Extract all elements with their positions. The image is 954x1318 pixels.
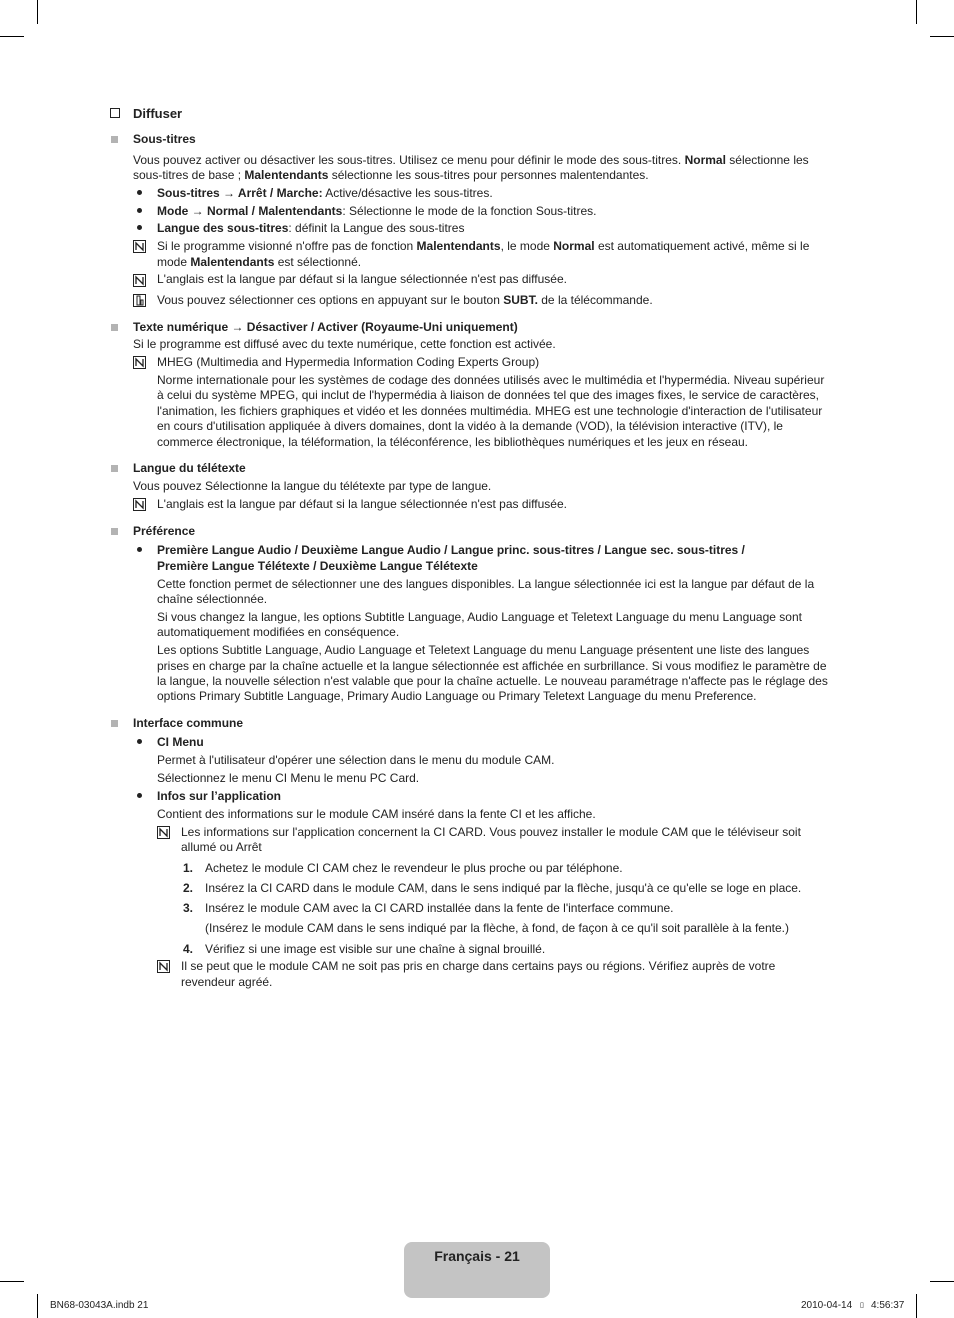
square-bullet-icon (111, 528, 118, 535)
crop-mark (916, 1294, 917, 1318)
paragraph-line: Vous pouvez activer ou désactiver les sous-titres. Utilisez ce menu pour définir le mode des sous-titres. Normal sélectionne les (133, 153, 809, 167)
bullet-item: CI Menu (157, 735, 204, 749)
step-number: 4. (183, 942, 194, 956)
note-icon (157, 960, 170, 973)
bullet-item: Première Langue Audio / Deuxième Langue Audio / Langue princ. sous-titres / Langue sec. sous-titres / (157, 543, 745, 557)
square-bullet-icon (111, 324, 118, 331)
crop-mark (930, 36, 954, 37)
crop-mark (0, 36, 24, 37)
subheading-texte-numerique: Texte numérique → Désactiver / Activer (Royaume-Uni uniquement) (133, 320, 518, 334)
paragraph-line: sous-titres de base ; Malentendants sélectionne les sous-titres pour personnes malentendantes. (133, 168, 649, 182)
note-icon (157, 826, 170, 839)
note-icon (133, 498, 146, 511)
section-title: Diffuser (133, 106, 183, 121)
paragraph-line: commerce électronique, la téléformation, la téléconférence, les bibliothèques numériques et les jeux en réseau. (157, 435, 748, 449)
bullet-icon (137, 793, 142, 798)
note-text: Les informations sur l'application concernent la CI CARD. Vous pouvez installer le module CAM que le téléviseur soit (181, 825, 801, 839)
note-text: Il se peut que le module CAM ne soit pas pris en charge dans certains pays ou régions. Vérifiez auprès de votre (181, 959, 776, 973)
paragraph-line: Si vous changez la langue, les options Subtitle Language, Audio Language et Teletext Language du menu Language sont (157, 610, 802, 624)
bullet-item: Mode → Normal / Malentendants: Sélectionne le mode de la fonction Sous-titres. (157, 204, 597, 218)
subheading-interface-commune: Interface commune (133, 716, 244, 730)
step-text: Insérez le module CAM avec la CI CARD installée dans la fente de l'interface commune. (205, 901, 674, 915)
paragraph-line: Sélectionnez le menu CI Menu le menu PC Card. (157, 771, 420, 785)
step-number: 1. (183, 861, 194, 875)
paragraph-line: chaîne sélectionnée. (157, 592, 268, 606)
step-number: 3. (183, 901, 194, 915)
bullet-icon (137, 547, 142, 552)
square-bullet-icon (111, 720, 118, 727)
paragraph-line: Cette fonction permet de sélectionner une des langues disponibles. La langue sélectionnée ici est la langue par défaut de la (157, 577, 815, 591)
square-bullet-icon (111, 465, 118, 472)
paragraph-line: Si le programme est diffusé avec du texte numérique, cette fonction est activée. (133, 337, 556, 351)
clock-icon: ▯ (860, 1302, 864, 1309)
page-number-label: Français - 21 (434, 1248, 520, 1264)
remote-icon (133, 294, 146, 307)
bullet-icon (137, 739, 142, 744)
subheading-langue-teletexte: Langue du télétexte (133, 461, 246, 475)
paragraph-line: options Primary Subtitle Language, Primary Audio Language ou Primary Teletext Language du menu Preference. (157, 689, 757, 703)
note-text: mode Malentendants est sélectionné. (157, 255, 362, 269)
note-text: Si le programme visionné n'offre pas de fonction Malentendants, le mode Normal est automatiquement activé, même si le (157, 239, 810, 253)
paragraph-line: la langue, la nouvelle sélection n'est valable que pour la chaîne actuelle. Le nouveau paramétrage n'affecte pas le réglage des (157, 674, 828, 688)
bullet-item: Sous-titres → Arrêt / Marche: Active/désactive les sous-titres. (157, 186, 493, 200)
crop-mark (37, 0, 38, 24)
paragraph-line: Les options Subtitle Language, Audio Language et Teletext Language du menu Language présentent une liste des langues (157, 643, 810, 657)
paragraph-line: en cours d'utilisation appliquée à divers domaines, dont la vidéo à la demande (VOD), la télévision interactive (ITV), le (157, 419, 783, 433)
note-text: L'anglais est la langue par défaut si la langue sélectionnée n'est pas diffusée. (157, 497, 567, 511)
file-info: BN68-03043A.indb 21 (50, 1300, 149, 1311)
step-text: (Insérez le module CAM dans le sens indiqué par la flèche, à fond, de façon à ce qu'il soit parallèle à la fente.) (205, 921, 789, 935)
note-text: Vous pouvez sélectionner ces options en appuyant sur le bouton SUBT. de la télécommande. (157, 293, 653, 307)
step-text: Vérifiez si une image est visible sur une chaîne à signal brouillé. (205, 942, 546, 956)
print-date: 2010-04-14 (801, 1300, 853, 1311)
crop-mark (0, 1281, 24, 1282)
crop-mark (916, 0, 917, 24)
note-icon (133, 240, 146, 253)
subheading-sous-titres: Sous-titres (133, 132, 196, 146)
step-text: Insérez la CI CARD dans le module CAM, dans le sens indiqué par la flèche, jusqu'à ce qu'elle se loge en place. (205, 881, 802, 895)
paragraph-line: à celui du système MPEG, qui inclut de l'hypermédia à liaison de données tel que des images fixes, le service de caractères, (157, 388, 819, 402)
paragraph-line: Norme internationale pour les systèmes de codage des données utilisés avec le multimédia et l'hypermédia. Niveau supérieur (157, 373, 825, 387)
note-text: L'anglais est la langue par défaut si la langue sélectionnée n'est pas diffusée. (157, 272, 567, 286)
bullet-icon (137, 225, 142, 230)
bullet-item: Infos sur l’application (157, 789, 282, 803)
subheading-preference: Préférence (133, 524, 196, 538)
crop-mark (37, 1294, 38, 1318)
bullet-icon (137, 208, 142, 213)
paragraph-line: prises en charge par la chaîne actuelle et la langue sélectionnée est affichée en surbrillance. Si vous modifiez le paramètre de (157, 659, 827, 673)
bullet-item: Langue des sous-titres: définit la Langue des sous-titres (157, 221, 465, 235)
paragraph-line: l'animation, les fichiers graphiques et vidéo et les données multimédia. MHEG est une technologie d'interaction de l'utilisateur (157, 404, 823, 418)
paragraph-line: automatiquement modifiées en conséquence. (157, 625, 400, 639)
paragraph-line: Permet à l'utilisateur d'opérer une sélection dans le menu du module CAM. (157, 753, 555, 767)
note-text: allumé ou Arrêt (181, 840, 262, 854)
paragraph-line: Contient des informations sur le module CAM inséré dans la fente CI et les affiche. (157, 807, 596, 821)
bullet-icon (137, 190, 142, 195)
step-number: 2. (183, 881, 194, 895)
print-time: 4:56:37 (871, 1300, 905, 1311)
paragraph-line: Vous pouvez Sélectionne la langue du télétexte par type de langue. (133, 479, 492, 493)
note-text: revendeur agréé. (181, 975, 273, 989)
note-text: MHEG (Multimedia and Hypermedia Information Coding Experts Group) (157, 355, 540, 369)
square-bullet-icon (111, 136, 118, 143)
note-icon (133, 274, 146, 287)
step-text: Achetez le module CI CAM chez le revendeur le plus proche ou par téléphone. (205, 861, 623, 875)
note-icon (133, 356, 146, 369)
crop-mark (930, 1281, 954, 1282)
bullet-item: Première Langue Télétexte / Deuxième Langue Télétexte (157, 559, 478, 573)
checkbox-icon (110, 108, 120, 118)
